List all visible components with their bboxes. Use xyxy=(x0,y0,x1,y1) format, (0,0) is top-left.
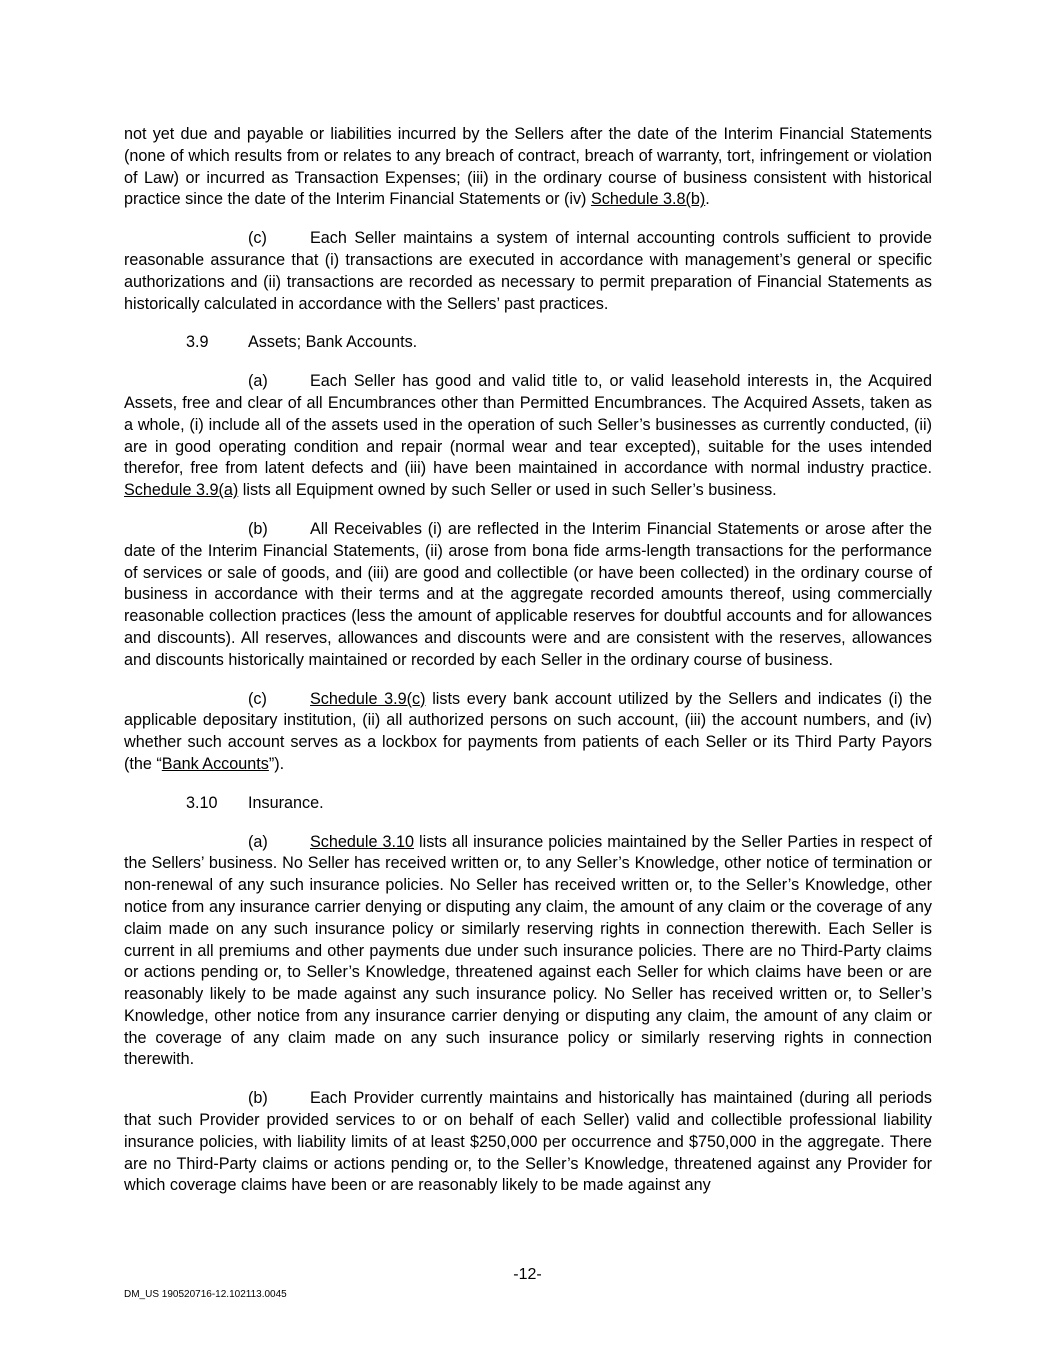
paragraph-text: Each Seller has good and valid title to, or valid leasehold interests in, the Acquired Assets, free and clear of all Encumbrances other than Permitted Encumbrances. The Acquired Assets, taken as a whole, (i) include all of the assets used in the operation of such Seller’s businesses as currently conducted, (ii) are in good operating condition and repair (normal wear and tear excepted), suitable for the uses intended therefor, free from latent defects and (iii) have been maintained in accordance with normal industry practice. xyxy=(124,372,932,478)
paragraph-3-9-a xyxy=(124,371,932,502)
page-number: -12- xyxy=(513,1266,542,1283)
paragraph-text: All Receivables (i) are reflected in the Interim Financial Statements or arose after the date of the Interim Financial Statements, (ii) arose from bona fide arms-length transactions for the performance of services or sale of goods, and (iii) are good and collectible (or have been collected) in the ordinary course of business in accordance with their terms and at the aggregate recorded amounts thereof, using commercially reasonable collection practices (less the amount of applicable reserves for doubtful accounts and for allowances and discounts). All reserves, allowances and discounts were and are consistent with the reserves, allowances and discounts historically maintained or recorded by each Seller in the ordinary course of business. xyxy=(124,519,932,669)
section-heading-3-9 xyxy=(124,332,932,354)
clause-label: (a) xyxy=(248,832,268,851)
section-number: 3.10 xyxy=(186,793,218,812)
section-heading-3-10 xyxy=(124,793,932,815)
schedule-reference-link: Schedule 3.9(c) xyxy=(310,689,426,708)
paragraph-text: lists every bank account utilized by the Sellers and indicates (i) the applicable depositary institution, (ii) all authorized persons on such account, (iii) the account numbers, and (iv) whether such account serves as a lockbox for payments from patients of each Seller or its Third Party Payors (the “ xyxy=(124,689,932,773)
document-id: DM_US 190520716-12.102113.0045 xyxy=(124,1289,287,1300)
clause-label: (c) xyxy=(248,229,267,248)
paragraph-3-9-b xyxy=(124,519,932,672)
clause-label: (b) xyxy=(248,519,268,538)
section-number: 3.9 xyxy=(186,333,209,352)
paragraph-text: Each Provider currently maintains and historically has maintained (during all periods that such Provider provided services to or on behalf of each Seller) valid and collectible professional liability insurance policies, with liability limits of at least $250,000 per occurrence and $750,000 in the aggregate. There are no Third-Party claims or actions pending or, to the Seller’s Knowledge, threatened against any Provider for which coverage claims have been or are reasonably likely to be made against any xyxy=(124,1089,932,1195)
defined-term: Bank Accounts xyxy=(161,754,269,773)
clause-label: (b) xyxy=(248,1089,268,1108)
paragraph-end: ”). xyxy=(268,754,285,773)
paragraph-text: Each Seller maintains a system of internal accounting controls sufficient to provide reasonable assurance that (i) transactions are executed in accordance with management’s general or specific authorizations and (ii) transactions are recorded as necessary to permit preparation of Financial Statements as historically calculated in accordance with the Sellers’ past practices. xyxy=(124,229,932,313)
paragraph-end: lists all Equipment owned by such Seller or used in such Seller’s business. xyxy=(238,481,777,500)
paragraph-text: not yet due and payable or liabilities incurred by the Sellers after the date of the Interim Financial Statements (none of which results from or relates to any breach of contract, breach of warranty, tort, infringement or violation of Law) or incurred as Transaction Expenses; (iii) in the ordinary course of business consistent with historical practice since the date of the Interim Financial Statements or (iv) xyxy=(124,125,932,209)
paragraph-3-10-a xyxy=(124,832,932,1072)
paragraph-3-9-c xyxy=(124,689,932,776)
document-body xyxy=(124,124,932,1214)
schedule-reference-link: Schedule 3.10 xyxy=(310,832,415,851)
paragraph-3-8-c xyxy=(124,228,932,315)
section-title: Assets; Bank Accounts. xyxy=(248,333,418,352)
section-title: Insurance. xyxy=(248,793,324,812)
clause-label: (c) xyxy=(248,689,267,708)
paragraph-continuation xyxy=(124,124,932,211)
schedule-reference-link: Schedule 3.9(a) xyxy=(124,481,239,500)
clause-label: (a) xyxy=(248,372,268,391)
schedule-reference-link: Schedule 3.8(b) xyxy=(590,190,706,209)
paragraph-end: . xyxy=(705,190,710,209)
paragraph-3-10-b xyxy=(124,1088,932,1197)
paragraph-text: lists all insurance policies maintained by the Seller Parties in respect of the Sellers’ business. No Seller has received written or, to any Seller’s Knowledge, other notice of termination or non-renewal of any such insurance policies. No Seller has received written or, to the Seller’s Knowledge, other notice from any insurance carrier denying or disputing any claim, the amount of any claim or the coverage of any claim made on any such insurance policy or similarly reserving rights in connection therewith. Each Seller is current in all premiums and other payments due under such insurance policies. There are no Third-Party claims or actions pending or, to Seller’s Knowledge, threatened against each Seller for which claims have been or are reasonably likely to be made against any such insurance policy. No Seller has received written or, to Seller’s Knowledge, other notice from any insurance carrier denying or disputing any claim, the amount of any claim or the coverage of any claim made on any such insurance policy or similarly reserving rights in connection therewith. xyxy=(124,832,932,1069)
